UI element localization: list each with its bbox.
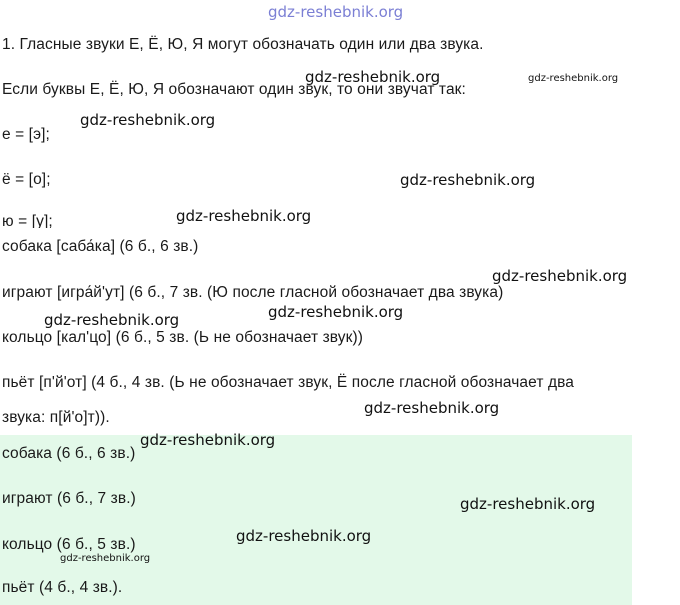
text-line: пьёт [п'й'от] (4 б., 4 зв. (Ь не обозначает звук, Ё после гласной обозначает два: [2, 374, 574, 391]
text-line: ю = [у];: [2, 213, 53, 228]
watermark: gdz-reshebnik.org: [80, 111, 216, 129]
watermark: gdz-reshebnik.org: [60, 553, 151, 564]
text-line: собака [саба́ка] (6 б., 6 зв.): [2, 238, 199, 255]
header-watermark: gdz-reshebnik.org: [268, 3, 404, 21]
text-line: играют [игра́й'ут] (6 б., 7 зв. (Ю после гласной обозначает два звука): [2, 284, 504, 301]
text-line: 1. Гласные звуки Е, Ё, Ю, Я могут обозначать один или два звука.: [2, 36, 484, 53]
watermark: gdz-reshebnik.org: [236, 527, 372, 545]
watermark: gdz-reshebnik.org: [268, 303, 404, 321]
watermark: gdz-reshebnik.org: [460, 495, 596, 513]
watermark: gdz-reshebnik.org: [140, 431, 276, 449]
watermark: gdz-reshebnik.org: [528, 73, 619, 84]
watermark: gdz-reshebnik.org: [492, 267, 628, 285]
text-line: ё = [о];: [2, 171, 51, 188]
answer-line: пьёт (4 б., 4 зв.).: [2, 579, 123, 596]
answer-line: собака (6 б., 6 зв.): [2, 445, 136, 462]
watermark: gdz-reshebnik.org: [44, 311, 180, 329]
watermark: gdz-reshebnik.org: [176, 207, 312, 225]
watermark: gdz-reshebnik.org: [305, 68, 441, 86]
watermark: gdz-reshebnik.org: [364, 399, 500, 417]
text-line: звука: п[й'о]т)).: [2, 409, 110, 426]
text-line: кольцо [кал'цо] (6 б., 5 зв. (Ь не обозначает звук)): [2, 329, 364, 346]
text-line: е = [э];: [2, 126, 50, 143]
answer-line: кольцо (6 б., 5 зв.): [2, 536, 136, 553]
watermark: gdz-reshebnik.org: [400, 171, 536, 189]
text-line: Если буквы Е, Ё, Ю, Я обозначают один звук, то они звучат так:: [2, 81, 466, 98]
answer-line: играют (6 б., 7 зв.): [2, 490, 136, 507]
